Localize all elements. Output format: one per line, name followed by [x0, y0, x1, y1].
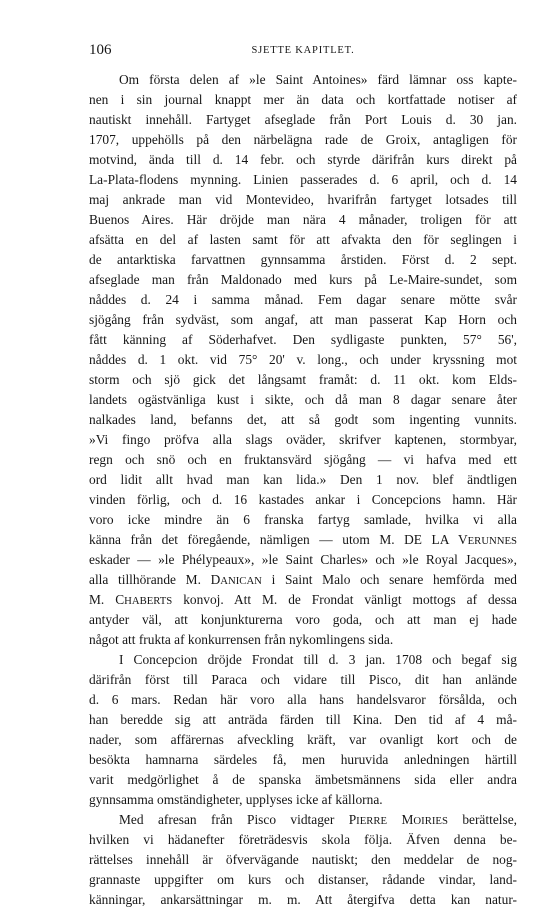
- text-line: regn och snö och en fruktansvärd sjögång — vi hafva med ett: [89, 452, 517, 467]
- text-line: därifrån först till Paraca och vidare till Pisco, dit han anlände: [89, 672, 517, 687]
- text-line: sjögång från sydväst, som angaf, att man passerat Kap Horn och: [89, 312, 517, 327]
- text-line: »Vi fingo pröfva alla slags oväder, skrifver kaptenen, stormbyar,: [89, 432, 517, 447]
- text-line: La-Plata-flodens mynning. Linien passerades d. 6 april, och d. 14: [89, 172, 517, 187]
- text-line: I Concepcion dröjde Frondat till d. 3 jan. 1708 och begaf sig: [119, 652, 517, 667]
- text-line: motvind, ända till d. 14 febr. och styrde därifrån kurs direkt på: [89, 152, 517, 167]
- text-line: nader, som affärernas afveckling kräft, var ovanligt kort och de: [89, 732, 517, 747]
- text-line: eskader — »le Phélypeaux», »le Saint Charles» och »le Royal Jacques»,: [89, 552, 517, 567]
- text-line: voro icke mindre än 6 franska fartyg samlade, hvilka vi alla: [89, 512, 517, 527]
- text-line: nåddes d. 1 okt. vid 75° 20' v. long., och under kryssning mot: [89, 352, 517, 367]
- text-line: något att frukta af konkurrensen från nykomlingens sida.: [89, 632, 394, 647]
- text-line: vinden förlig, och d. 16 kastades ankar i Concepcions hamn. Här: [89, 492, 517, 507]
- text-line: antyder väl, att konjunkturerna voro goda, och att man ej hade: [89, 612, 517, 627]
- text-line: maj ankrade man vid Montevideo, hvarifrån fartyget lotsades till: [89, 192, 517, 207]
- text-line: nalkades land, befanns det, att så godt som ingenting vunnits.: [89, 412, 517, 427]
- text-line: nåddes d. 24 i samma månad. Fem dagar senare mötte svår: [89, 292, 517, 307]
- text-line: rättelses innehåll är öfvervägande nautiskt; den meddelar de nog-: [89, 852, 517, 867]
- text-line: varit medgörlighet å de spanska ämbetsmännens sida eller andra: [89, 772, 517, 787]
- text-line: de antarktiska farvattnen gynnsamma årstiden. Först d. 2 sept.: [89, 252, 517, 267]
- body-text: [89, 70, 517, 910]
- text-line: Om första delen af »le Saint Antoines» färd lämnar oss kapte-: [119, 72, 517, 87]
- page-header: [89, 40, 517, 62]
- text-line: storm och sjö gick det långsamt framåt: d. 11 okt. kom Elds-: [89, 372, 517, 387]
- text-line: afsätta en del af lasten samt för att afvakta den för seglingen i: [89, 232, 517, 247]
- text-line: Med afresan från Pisco vidtager PIERRE MOIRIES berättelse,: [119, 812, 517, 827]
- page-number: 106: [89, 42, 112, 58]
- text-line: känna från det föregående, nämligen — utom M. DE LA VERUNNES: [89, 532, 517, 547]
- text-line: grannaste uppgifter om kurs och distanser, rådande vindar, land-: [89, 872, 517, 887]
- text-line: Buenos Aires. Här dröjde man nära 4 månader, troligen för att: [89, 212, 517, 227]
- text-line: M. CHABERTS konvoj. Att M. de Frondat vänligt mottogs af dessa: [89, 592, 517, 607]
- text-line: afseglade man från Maldonado med kurs på Le-Maire-sundet, som: [89, 272, 517, 287]
- text-line: hvilken vi hädanefter företrädesvis skola följa. Äfven denna be-: [89, 832, 517, 847]
- text-line: nen i sin journal knappt mer än data och kortfattade notiser af: [89, 92, 517, 107]
- text-line: han beredde sig att anträda färden till Kina. Den tid af 4 må-: [89, 712, 517, 727]
- text-line: alla tillhörande M. DANICAN i Saint Malo och senare hemförda med: [89, 572, 517, 587]
- text-line: gynnsamma omständigheter, upplyses icke af källorna.: [89, 792, 383, 807]
- text-line: 1707, uppehölls på den närbelägna rade de Groix, antagligen för: [89, 132, 517, 147]
- text-line: besökta hamnarna särdeles få, men huruvida anledningen härtill: [89, 752, 517, 767]
- text-line: landets ogästvänliga kust i sikte, och då man 8 dagar senare åter: [89, 392, 517, 407]
- text-line: nautiskt innehåll. Fartyget afseglade från Port Louis d. 30 jan.: [89, 112, 517, 127]
- text-line: känningar, ankarsättningar m. m. Att återgifva detta kan natur-: [89, 892, 517, 907]
- text-line: ord lidit allt hvad man kan lida.» Den 1 nov. blef ändtligen: [89, 472, 517, 487]
- text-line: fått känning af Söderhafvet. Den sydligaste punkten, 57° 56',: [89, 332, 517, 347]
- running-head: SJETTE KAPITLET.: [251, 45, 355, 56]
- text-line: d. 6 mars. Redan här voro alla hans handelsvaror försålda, och: [89, 692, 517, 707]
